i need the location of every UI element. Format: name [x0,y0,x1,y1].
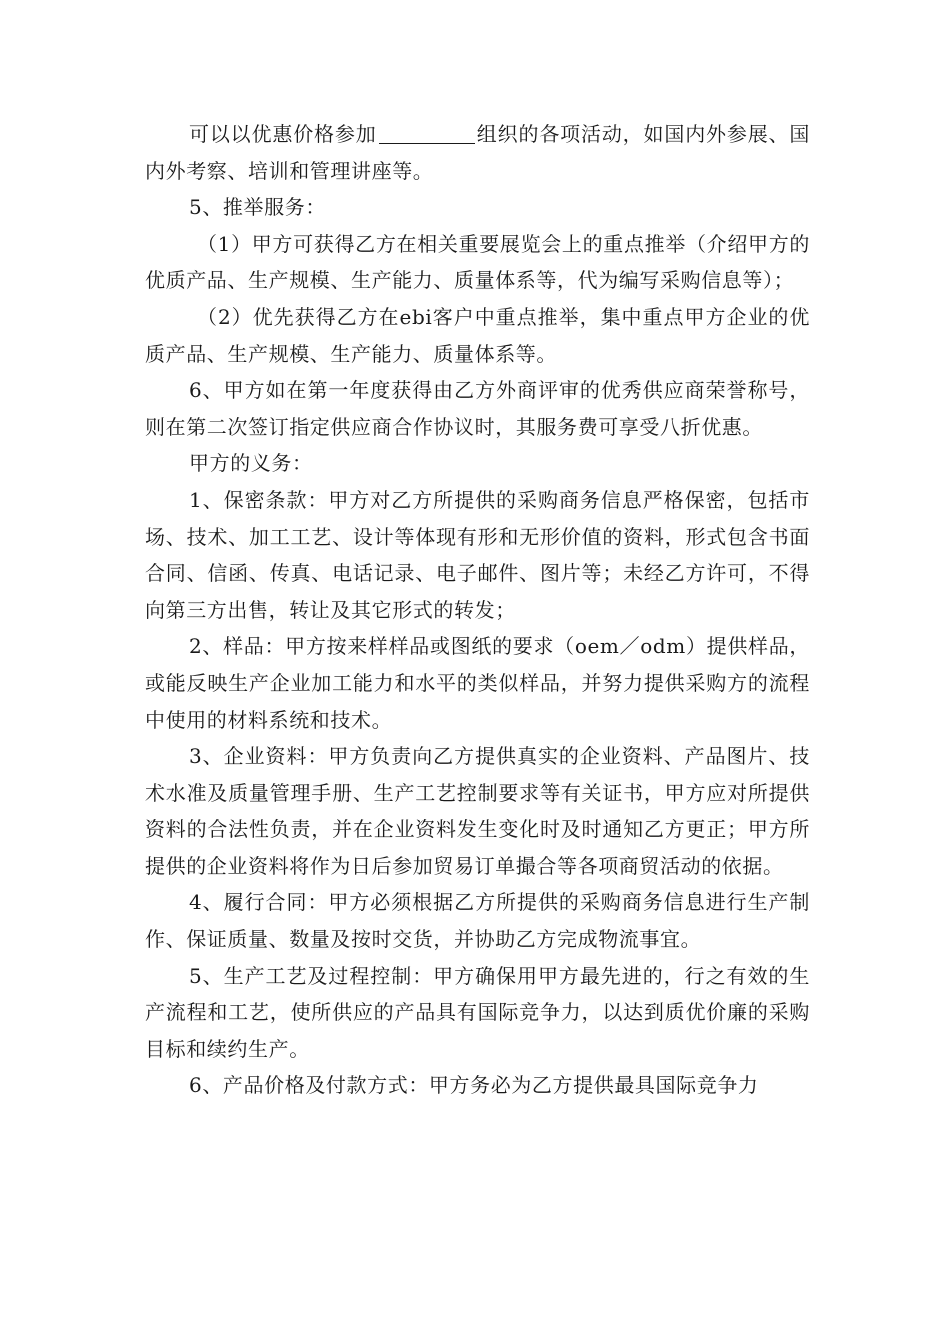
paragraph-activities [145,116,810,189]
paragraph-contract: 4、履行合同：甲方必须根据乙方所提供的采购商务信息进行生产制作、保证质量、数量及按时交货，并协助乙方完成物流事宜。 [145,890,810,952]
paragraph-activities-start: 可以以优惠价格参加 [189,122,377,146]
paragraph-pricing: 6、产品价格及付款方式：甲方务必为乙方提供最具国际竞争力 [189,1073,759,1098]
paragraph-confidentiality: 1、保密条款：甲方对乙方所提供的采购商务信息严格保密，包括市场、技术、加工工艺、设计等体现有形和无形价值的资料，形式包含书面合同、信函、传真、电话记录、电子邮件、图片等；未经乙方许可，不得向第三方出售，转让及其它形式的转发； [145,487,810,622]
paragraph-recommend-heading: 5、推举服务： [189,195,326,220]
paragraph-process-control: 5、生产工艺及过程控制：甲方确保用甲方最先进的，行之有效的生产流程和工艺，使所供应的产品具有国际竞争力，以达到质优价廉的采购目标和续约生产。 [145,963,810,1061]
document-body [145,116,810,1104]
paragraph-company-info: 3、企业资料：甲方负责向乙方提供真实的企业资料、产品图片、技术水准及质量管理手册、生产工艺控制要求等有关证书，甲方应对所提供资料的合法性负责，并在企业资料发生变化时及时通知乙方更正；甲方所提供的企业资料将作为日后参加贸易订单撮合等各项商贸活动的依据。 [145,744,810,878]
fill-in-blank[interactable] [379,123,475,144]
paragraph-discount: 6、甲方如在第一年度获得由乙方外商评审的优秀供应商荣誉称号，则在第二次签订指定供应商合作协议时，其服务费可享受八折优惠。 [145,378,810,439]
paragraph-samples: 2、样品：甲方按来样样品或图纸的要求（oem／odm）提供样品，或能反映生产企业加工能力和水平的类似样品，并努力提供采购方的流程中使用的材料系统和技术。 [145,634,810,732]
paragraph-recommend-2: （2）优先获得乙方在ebi客户中重点推举，集中重点甲方企业的优质产品、生产规模、生产能力、质量体系等。 [145,304,810,366]
paragraph-activities-end: 组织的各项活动，如国内外参展、国内外考察、培训和管理讲座等。 [145,122,810,183]
paragraph-obligations-heading: 甲方的义务： [189,451,313,476]
paragraph-recommend-1: （1）甲方可获得乙方在相关重要展览会上的重点推举（介绍甲方的优质产品、生产规模、生产能力、质量体系等，代为编写采购信息等）； [145,231,810,293]
